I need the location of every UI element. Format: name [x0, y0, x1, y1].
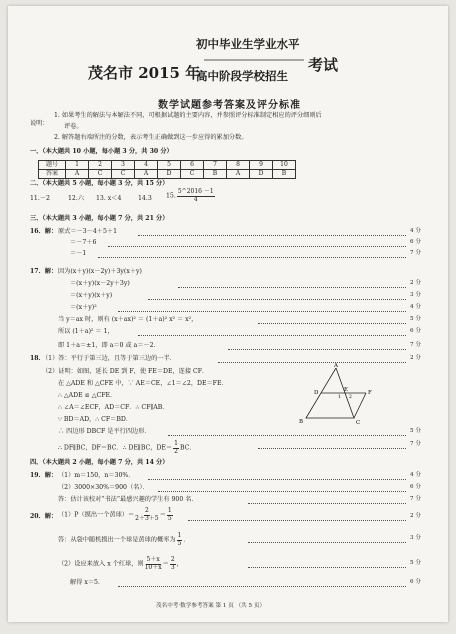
row-label-answer: 答案 [39, 170, 66, 179]
fraction-denominator: 2＋3＋5 [135, 514, 159, 522]
fig-label-c: C [356, 420, 361, 426]
q18-line8 [58, 441, 196, 455]
q19-line1: （1）m＝150，n＝30%． [58, 472, 135, 479]
fraction-denominator: 2 [174, 447, 178, 455]
q20-fraction-2 [167, 508, 173, 522]
q17-score-2: 3 分 [410, 292, 421, 298]
fraction-denominator: 10＋x [144, 563, 162, 571]
q17-line1: 因为(x＋y)(x－2y)＋3y(x＋y) [58, 268, 142, 275]
answer-cell: C [112, 170, 135, 179]
section3-title: 三、（本大题共 3 小题，每小题 7 分，共 21 分） [30, 215, 169, 222]
fraction-numerator: 1 [174, 440, 178, 447]
q19-score-1: 4 分 [410, 472, 421, 478]
q17-score-1: 2 分 [410, 280, 421, 286]
section1-title: 一、（本大题共 10 小题，每小题 3 分，共 30 分） [30, 148, 173, 155]
q20-score-3: 5 分 [410, 560, 421, 566]
fig-label-f: F [368, 390, 372, 396]
table-row-numbers [39, 161, 296, 170]
fig-label-e: E [344, 387, 349, 393]
notes-label: 说明： [30, 120, 49, 127]
header-city-year: 茂名市 2015 年 [88, 64, 201, 82]
q18-line8-end: BC． [179, 444, 196, 452]
answer-11: 11.－2 [30, 195, 50, 202]
answer-cell: D [158, 170, 181, 179]
header-exam: 考试 [308, 56, 339, 74]
fig-label-1: 1 [338, 395, 341, 400]
q18-line5: ∴ ∠A＝∠ECF，AD＝CF．∴ CF∥AB． [58, 404, 169, 411]
q18-score-3: 7 分 [410, 441, 421, 447]
q19-score-3: 7 分 [410, 496, 421, 502]
answer-cell: A [227, 170, 250, 179]
fraction-numerator: 2 [144, 507, 149, 514]
fig-label-a: A [334, 363, 338, 369]
question-number: 6 [181, 161, 204, 170]
question-number: 8 [227, 161, 250, 170]
note-1b: 评卷。 [64, 123, 83, 130]
q20-score-1: 2 分 [410, 513, 421, 519]
fraction-denominator: 4 [193, 195, 198, 203]
answer-sheet-page [8, 6, 448, 622]
q16-score-2: 6 分 [410, 239, 421, 245]
fraction-numerator: 2 [170, 556, 175, 563]
q17-score-3: 4 分 [410, 304, 421, 310]
q20-score-2: 3 分 [410, 535, 421, 541]
answer-14: 14.3 [138, 195, 152, 202]
q20-line3: （2）设应来放入 x 个红球，则 $\frac{5+x}{10+x}$ ＝ $\frac{2}{3}$ ， [58, 556, 183, 571]
q16-line2: ＝－7＋6 [70, 239, 97, 246]
q18-part1: （1）答：平行于第三边，且等于第三边的一半． [42, 355, 176, 362]
fraction-denominator: 5 [167, 514, 172, 522]
q18-line4: ∴ △ADE ≌ △CFE． [58, 392, 117, 399]
section2-title: 二、（本大题共 5 小题，每小题 3 分，共 15 分） [30, 180, 169, 187]
q20-label: 20．解： [30, 513, 58, 520]
fraction-numerator: 5＋x [146, 556, 160, 563]
fraction-numerator: 5^2016 －1 [177, 188, 214, 195]
header-brace [204, 56, 304, 64]
question-number: 4 [135, 161, 158, 170]
note-2: 2. 解答题右端所注的分数，表示考生正确做到这一步应得的累加分数。 [54, 134, 248, 141]
q17-line6: 所以 (1＋a)² ＝ 1， [58, 328, 114, 335]
answer-cell: A [66, 170, 89, 179]
q18-line6: ∵ BD＝AD，∴ CF＝BD． [58, 416, 133, 423]
answer-cell: C [181, 170, 204, 179]
q20-line1: （1）P（摸出一个黄球）＝ $\frac{2}{2+3+5}$ ＝ $\frac{1}{5}$ [58, 507, 172, 522]
note-1: 1. 如果考生的解法与本解法不同，可根据试题的主要内容，并参照评分标准制定相应的评分细则后 [54, 112, 322, 119]
q16-label: 16．解： [30, 228, 58, 235]
q20-line2-end: ． [183, 536, 190, 544]
question-number: 1 [66, 161, 89, 170]
fraction-denominator: 3 [170, 563, 175, 571]
q18-line7: ∴ 四边形 DBCF 是平行四边形． [58, 428, 151, 435]
one-half-fraction [173, 441, 179, 455]
page-footer: 茂名中考·数学参考答案 第 1 页 （共 5 页） [156, 603, 266, 609]
fraction-numerator: 1 [177, 532, 182, 539]
answer-cell: C [89, 170, 112, 179]
answer-12: 12.六 [68, 195, 85, 202]
q19-line3: 答：估计该校对“书法”最感兴趣的学生有 900 名． [58, 496, 198, 503]
q19-line2: （2）3000×30%＝900（名）． [58, 484, 149, 491]
section4-title: 四、（本大题共 2 小题，每小题 7 分，共 14 分） [30, 459, 169, 466]
q17-score-5: 6 分 [410, 328, 421, 334]
q20-score-4: 6 分 [410, 579, 421, 585]
answer-cell: D [250, 170, 273, 179]
answer-13: 13. x＜4 [96, 195, 122, 202]
header-line1: 初中毕业生学业水平 [196, 37, 300, 51]
q17-line3: ＝(x＋y)(x＋y) [70, 292, 113, 299]
row-label-number: 题号 [39, 161, 66, 170]
question-number: 9 [250, 161, 273, 170]
q16-score-3: 7 分 [410, 250, 421, 256]
q20-line1-text: （1）P（摸出一个黄球）＝ [58, 511, 135, 519]
answer-cell: B [273, 170, 296, 179]
answer-15 [166, 189, 216, 203]
q18-score-2: 5 分 [410, 428, 421, 434]
q20-fraction-3 [145, 557, 162, 571]
question-number: 7 [204, 161, 227, 170]
q17-line4: ＝(x＋y)² [70, 304, 97, 311]
answer-table [38, 160, 296, 179]
fig-label-b: B [299, 419, 304, 425]
q17-score-6: 7 分 [410, 342, 421, 348]
q17-line5: 当 y＝ax 时，则有 (x＋ax)² ＝ (1＋a)² x² ＝ x²， [58, 316, 198, 323]
q18-part2: （2）证明：如图，延长 DE 到 F，使 FE＝DE，连接 CF． [42, 368, 209, 375]
q20-fraction-4 [170, 557, 176, 571]
fraction-numerator: 1 [167, 507, 172, 514]
answer-15-label: 15. [166, 192, 176, 200]
answer-15-fraction [177, 189, 215, 203]
triangle-figure [292, 362, 382, 428]
fig-label-2: 2 [349, 395, 352, 400]
q17-score-4: 5 分 [410, 316, 421, 322]
q18-line3: 在 △ADE 和 △CFE 中，∵ AE＝CE，∠1＝∠2，DE＝FE． [58, 380, 228, 387]
q16-score-1: 4 分 [410, 228, 421, 234]
answer-cell: A [135, 170, 158, 179]
segment-cf [354, 393, 366, 418]
q18-line8-text: ∴ DF∥BC，DF＝BC．∴ DE∥BC，DE＝ [58, 444, 173, 452]
question-number: 3 [112, 161, 135, 170]
q20-line3-text: （2）设应来放入 x 个红球，则 [58, 560, 144, 568]
q17-line2: ＝(x＋y)(x－2y＋3y) [70, 280, 130, 287]
q20-line2 [58, 533, 190, 547]
q20-line4: 解得 x＝5． [70, 579, 105, 586]
table-row-answers [39, 170, 296, 179]
answer-cell: B [204, 170, 227, 179]
q20-line2-text: 答：从袋中随机摸出一个球是黄球的概率为 [58, 536, 176, 544]
question-number: 2 [89, 161, 112, 170]
q16-line3: ＝－1 [70, 250, 87, 257]
header-subtitle: 数学试题参考答案及评分标准 [158, 100, 301, 111]
fig-label-d: D [314, 390, 319, 396]
q16-line1: 原式＝－3－4＋5＋1 [58, 228, 118, 235]
question-number: 10 [273, 161, 296, 170]
q17-label: 17．解： [30, 268, 58, 275]
q18-score-1: 2 分 [410, 355, 421, 361]
q20-fraction-answer [177, 533, 183, 547]
question-number: 5 [158, 161, 181, 170]
q18-label: 18． [30, 355, 45, 362]
q20-fraction-1 [135, 508, 158, 522]
q19-label: 19．解： [30, 472, 58, 479]
q17-line7: 即 1＋a＝±1，即 a＝0 或 a＝－2． [58, 342, 160, 349]
header-line2: 高中阶段学校招生 [196, 69, 288, 83]
fraction-denominator: 5 [177, 539, 182, 547]
q19-score-2: 6 分 [410, 484, 421, 490]
